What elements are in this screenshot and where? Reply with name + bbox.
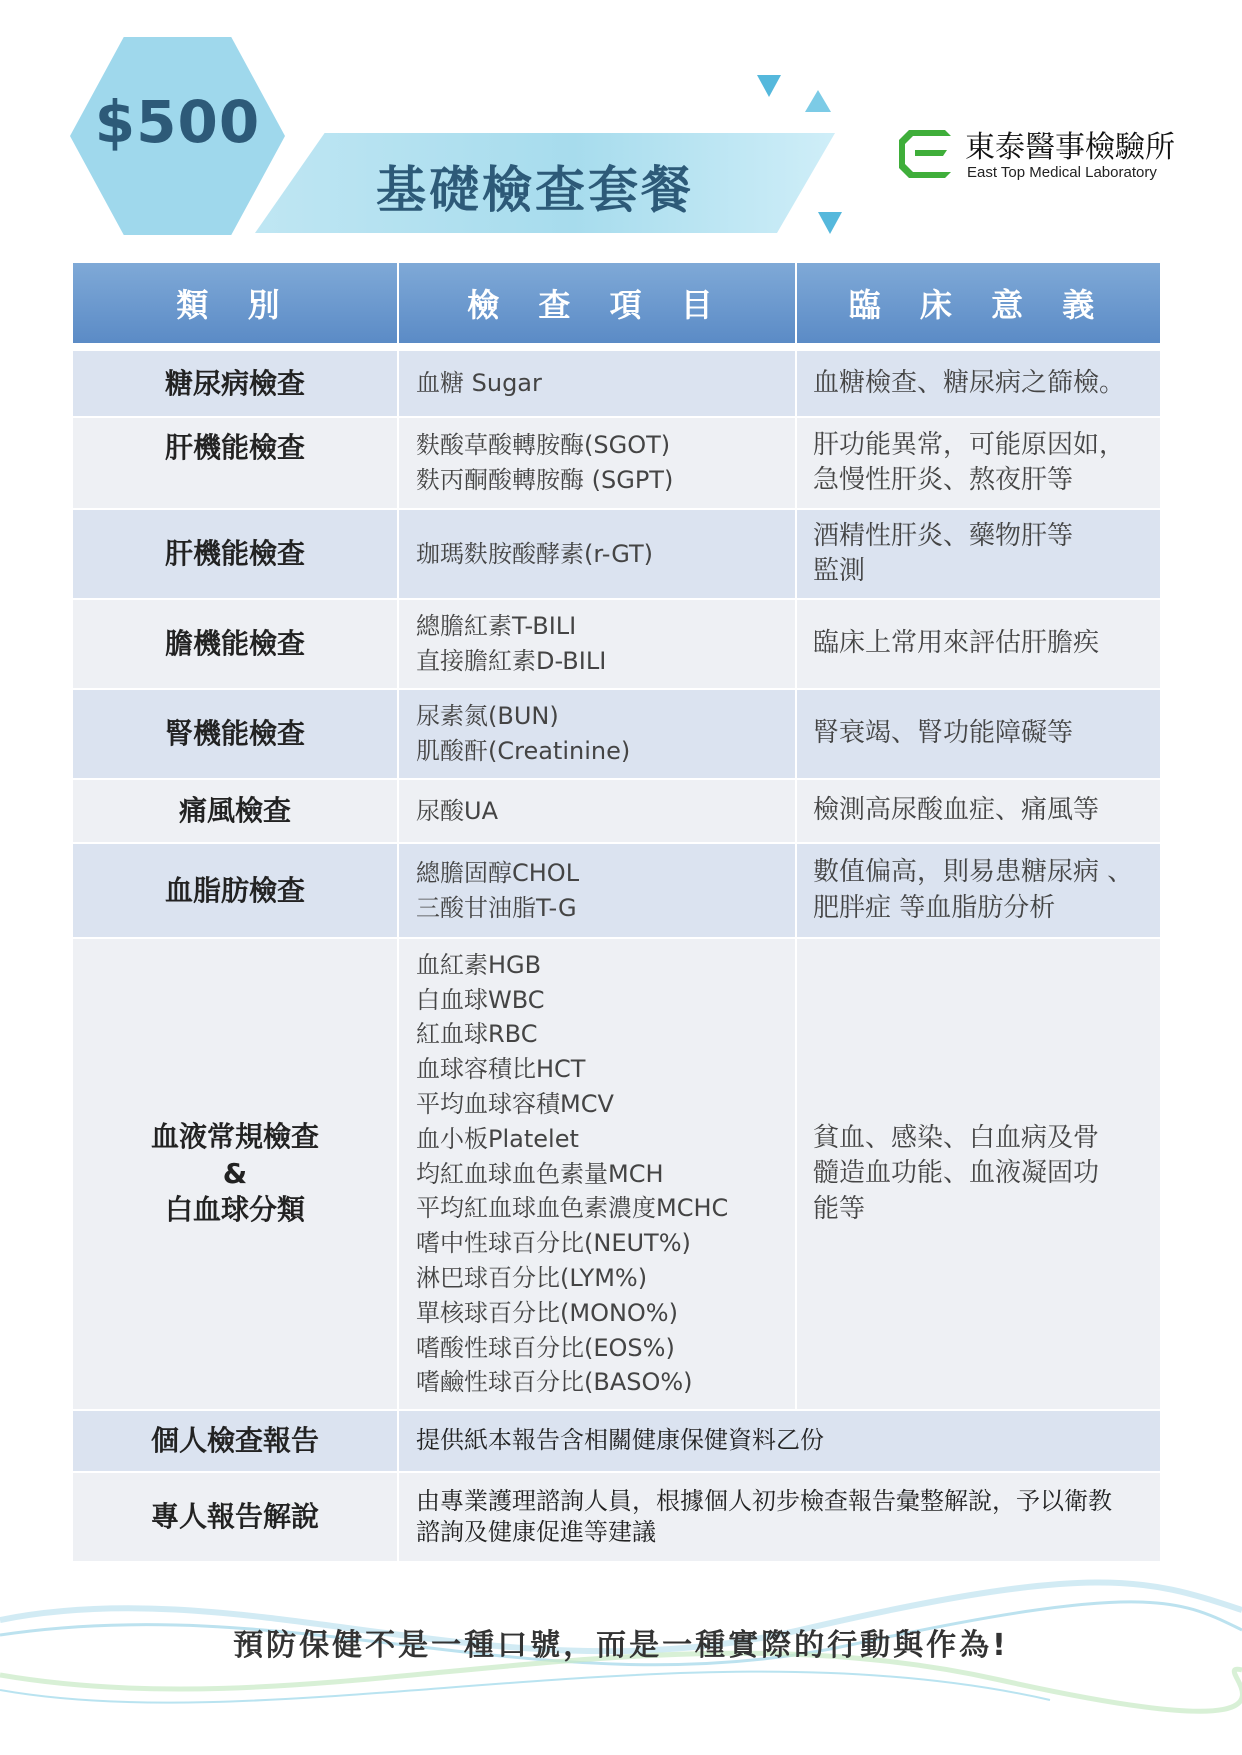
row-meaning: 血糖檢查、糖尿病之篩檢。 [813, 367, 1126, 398]
table-row [73, 351, 1160, 418]
row-description: 由專業護理諮詢人員，根據個人初步檢查報告彙整解說，予以衛教 諮詢及健康促進等建議 [416, 1486, 1112, 1546]
row-items: 血紅素HGB 白血球WBC 紅血球RBC 血球容積比HCT 平均血球容積MCV 血小板Platelet 均紅血球血色素量MCH 平均紅血球血色素濃度MCHC 嗜中性球百分比(NEUT%) 淋巴球百分比(LYM%) 單核球百分比(MONO%) 嗜酸性球百分比(EOS%) 嗜鹼性球百分比(BASO%) [399, 939, 797, 1409]
table-row [73, 1411, 1160, 1473]
table-row [73, 418, 1160, 510]
row-items: 麩酸草酸轉胺酶(SGOT) 麩丙酮酸轉胺酶 (SGPT) [399, 418, 797, 508]
row-category: 肝機能檢查 [73, 510, 399, 598]
row-items: 尿酸UA [399, 780, 797, 842]
row-items: 總膽固醇CHOL 三酸甘油脂T-G [399, 844, 797, 937]
row-meaning: 腎衰竭、腎功能障礙等 [813, 718, 1074, 749]
row-category: 膽機能檢查 [73, 600, 399, 688]
header-banner [0, 0, 1242, 260]
row-items: 珈瑪麩胺酸酵素(r-GT) [399, 510, 797, 598]
row-meaning: 肝功能異常，可能原因如， 急慢性肝炎、熬夜肝等 [813, 429, 1126, 495]
checkup-table [73, 263, 1160, 1563]
row-category: 血脂肪檢查 [73, 844, 399, 937]
footer-slogan: 預防保健不是一種口號，而是一種實際的行動與作為! [233, 1628, 1009, 1663]
row-category: 肝機能檢查 [73, 418, 399, 508]
row-meaning: 臨床上常用來評估肝膽疾 [813, 628, 1100, 659]
package-title: 基礎檢查套餐 [376, 161, 694, 219]
row-description: 提供紙本報告含相關健康保健資料乙份 [416, 1426, 824, 1455]
logo-english-name: East Top Medical Laboratory [967, 164, 1157, 181]
decorative-triangle-icon [805, 90, 831, 112]
row-category: 糖尿病檢查 [73, 351, 399, 416]
row-category: 腎機能檢查 [73, 690, 399, 778]
lab-logo [895, 122, 1195, 192]
table-row [73, 690, 1160, 780]
row-meaning: 酒精性肝炎、藥物肝等 監測 [813, 520, 1074, 586]
table-row [73, 939, 1160, 1411]
row-category: 血液常規檢查 & 白血球分類 [73, 939, 399, 1409]
table-header [73, 263, 1160, 343]
decorative-triangle-icon [757, 75, 781, 97]
header-meaning: 臨 床 意 義 [848, 286, 1109, 324]
row-category: 個人檢查報告 [73, 1411, 399, 1471]
header-category: 類 別 [73, 263, 399, 343]
table-row [73, 844, 1160, 939]
logo-mark-icon [895, 126, 957, 182]
header-items: 檢 查 項 目 [399, 263, 797, 343]
row-category: 專人報告解說 [73, 1473, 399, 1561]
row-items: 尿素氮(BUN) 肌酸酐(Creatinine) [399, 690, 797, 778]
row-meaning: 檢測高尿酸血症、痛風等 [813, 795, 1100, 826]
logo-chinese-name: 東泰醫事檢驗所 [965, 130, 1175, 165]
row-items: 總膽紅素T-BILI 直接膽紅素D-BILI [399, 600, 797, 688]
table-row [73, 780, 1160, 844]
package-price: $500 [94, 88, 261, 156]
row-category: 痛風檢查 [73, 780, 399, 842]
table-row [73, 510, 1160, 600]
table-row [73, 600, 1160, 690]
row-meaning: 貧血、感染、白血病及骨 髓造血功能、血液凝固功 能等 [813, 1123, 1100, 1224]
row-meaning: 數值偏高，則易患糖尿病 、 肥胖症 等血脂肪分析 [813, 857, 1134, 923]
decorative-triangle-icon [818, 212, 842, 234]
row-items: 血糖 Sugar [399, 351, 797, 416]
